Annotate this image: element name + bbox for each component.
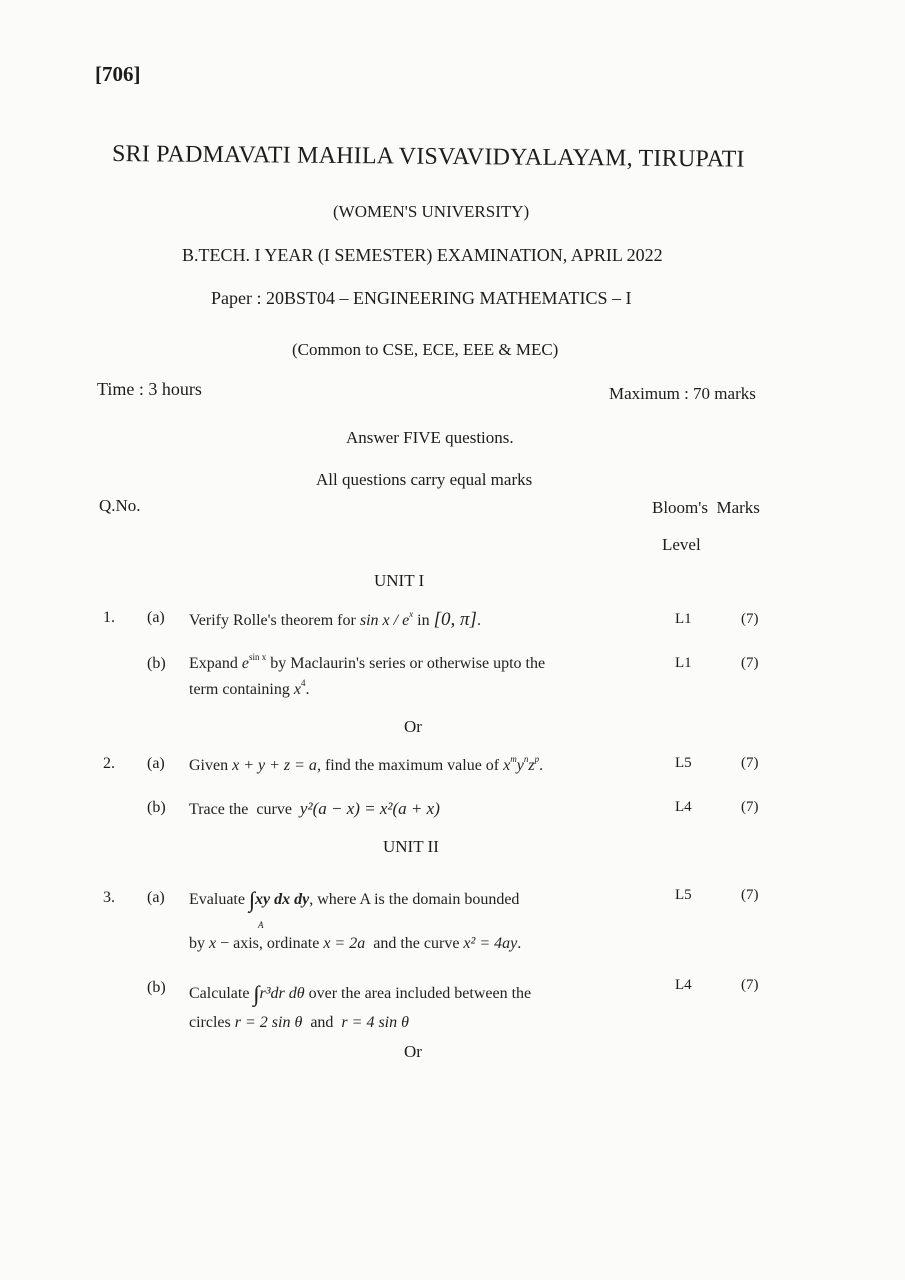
marks: (7) <box>741 755 759 771</box>
marks: (7) <box>741 611 759 627</box>
question-text: Calculate ∫∫ r³dr dθ over the area included between the <box>189 981 532 1006</box>
question-text: Evaluate ∫∫ xy dx dy, where A is the domain bounded <box>189 887 520 912</box>
column-header-qno: Q.No. <box>99 496 141 515</box>
instruction-equal-marks: All questions carry equal marks <box>316 470 533 489</box>
blooms-level: L4 <box>675 799 692 815</box>
column-header-level: Level <box>662 535 701 554</box>
instruction-answer-five: Answer FIVE questions. <box>346 428 514 447</box>
question-text-continued: term containing $x^4$. <box>189 678 310 698</box>
blooms-level: L4 <box>675 977 692 993</box>
question-number: 3. <box>103 889 115 906</box>
question-number: 1. <box>103 609 115 626</box>
question-text: Verify Rolle's theorem for sin x / $e^x$ in [0, π]. <box>189 609 481 630</box>
blooms-level: L1 <box>675 655 692 671</box>
question-text: Given x + y + z = a, find the maximum value of $x^my^nz^p$. <box>189 754 544 774</box>
marks: (7) <box>741 655 759 671</box>
exam-title: B.TECH. I YEAR (I SEMESTER) EXAMINATION, APRIL 2022 <box>182 245 663 265</box>
blooms-level: L5 <box>675 887 692 903</box>
maximum-marks: Maximum : 70 marks <box>609 384 756 403</box>
blooms-level: L5 <box>675 755 692 771</box>
unit-heading: UNIT I <box>374 571 425 590</box>
part-label: (a) <box>147 609 165 626</box>
question-text-continued: by x − axis, ordinate x = 2a and the curve x² = 4ay. <box>189 935 522 952</box>
time-allowed: Time : 3 hours <box>97 379 202 399</box>
question-text: Expand $e^{sin x}$ by Maclaurin's series or otherwise upto the <box>189 652 546 672</box>
column-header-blooms-marks: Bloom's Marks <box>652 498 760 517</box>
question-text-continued: circles r = 2 sin θ and r = 4 sin θ <box>189 1014 409 1031</box>
or-separator: Or <box>404 1042 422 1061</box>
part-label: (a) <box>147 755 165 772</box>
question-text: Trace the curve y²(a − x) = x²(a + x) <box>189 799 440 818</box>
part-label: (b) <box>147 799 166 816</box>
marks: (7) <box>741 799 759 815</box>
marks: (7) <box>741 977 759 993</box>
integral-domain-label: A <box>258 920 264 930</box>
or-separator: Or <box>404 717 422 736</box>
part-label: (b) <box>147 979 166 996</box>
unit-heading: UNIT II <box>383 837 439 856</box>
blooms-level: L1 <box>675 611 692 627</box>
paper-code: [706] <box>95 62 141 86</box>
marks: (7) <box>741 887 759 903</box>
question-number: 2. <box>103 755 115 772</box>
university-name: SRI PADMAVATI MAHILA VISVAVIDYALAYAM, TIRUPATI <box>111 141 745 173</box>
university-subtitle: (WOMEN'S UNIVERSITY) <box>333 202 530 221</box>
part-label: (b) <box>147 655 166 672</box>
paper-title: Paper : 20BST04 – ENGINEERING MATHEMATICS – I <box>211 288 632 308</box>
part-label: (a) <box>147 889 165 906</box>
common-to: (Common to CSE, ECE, EEE & MEC) <box>292 340 559 359</box>
